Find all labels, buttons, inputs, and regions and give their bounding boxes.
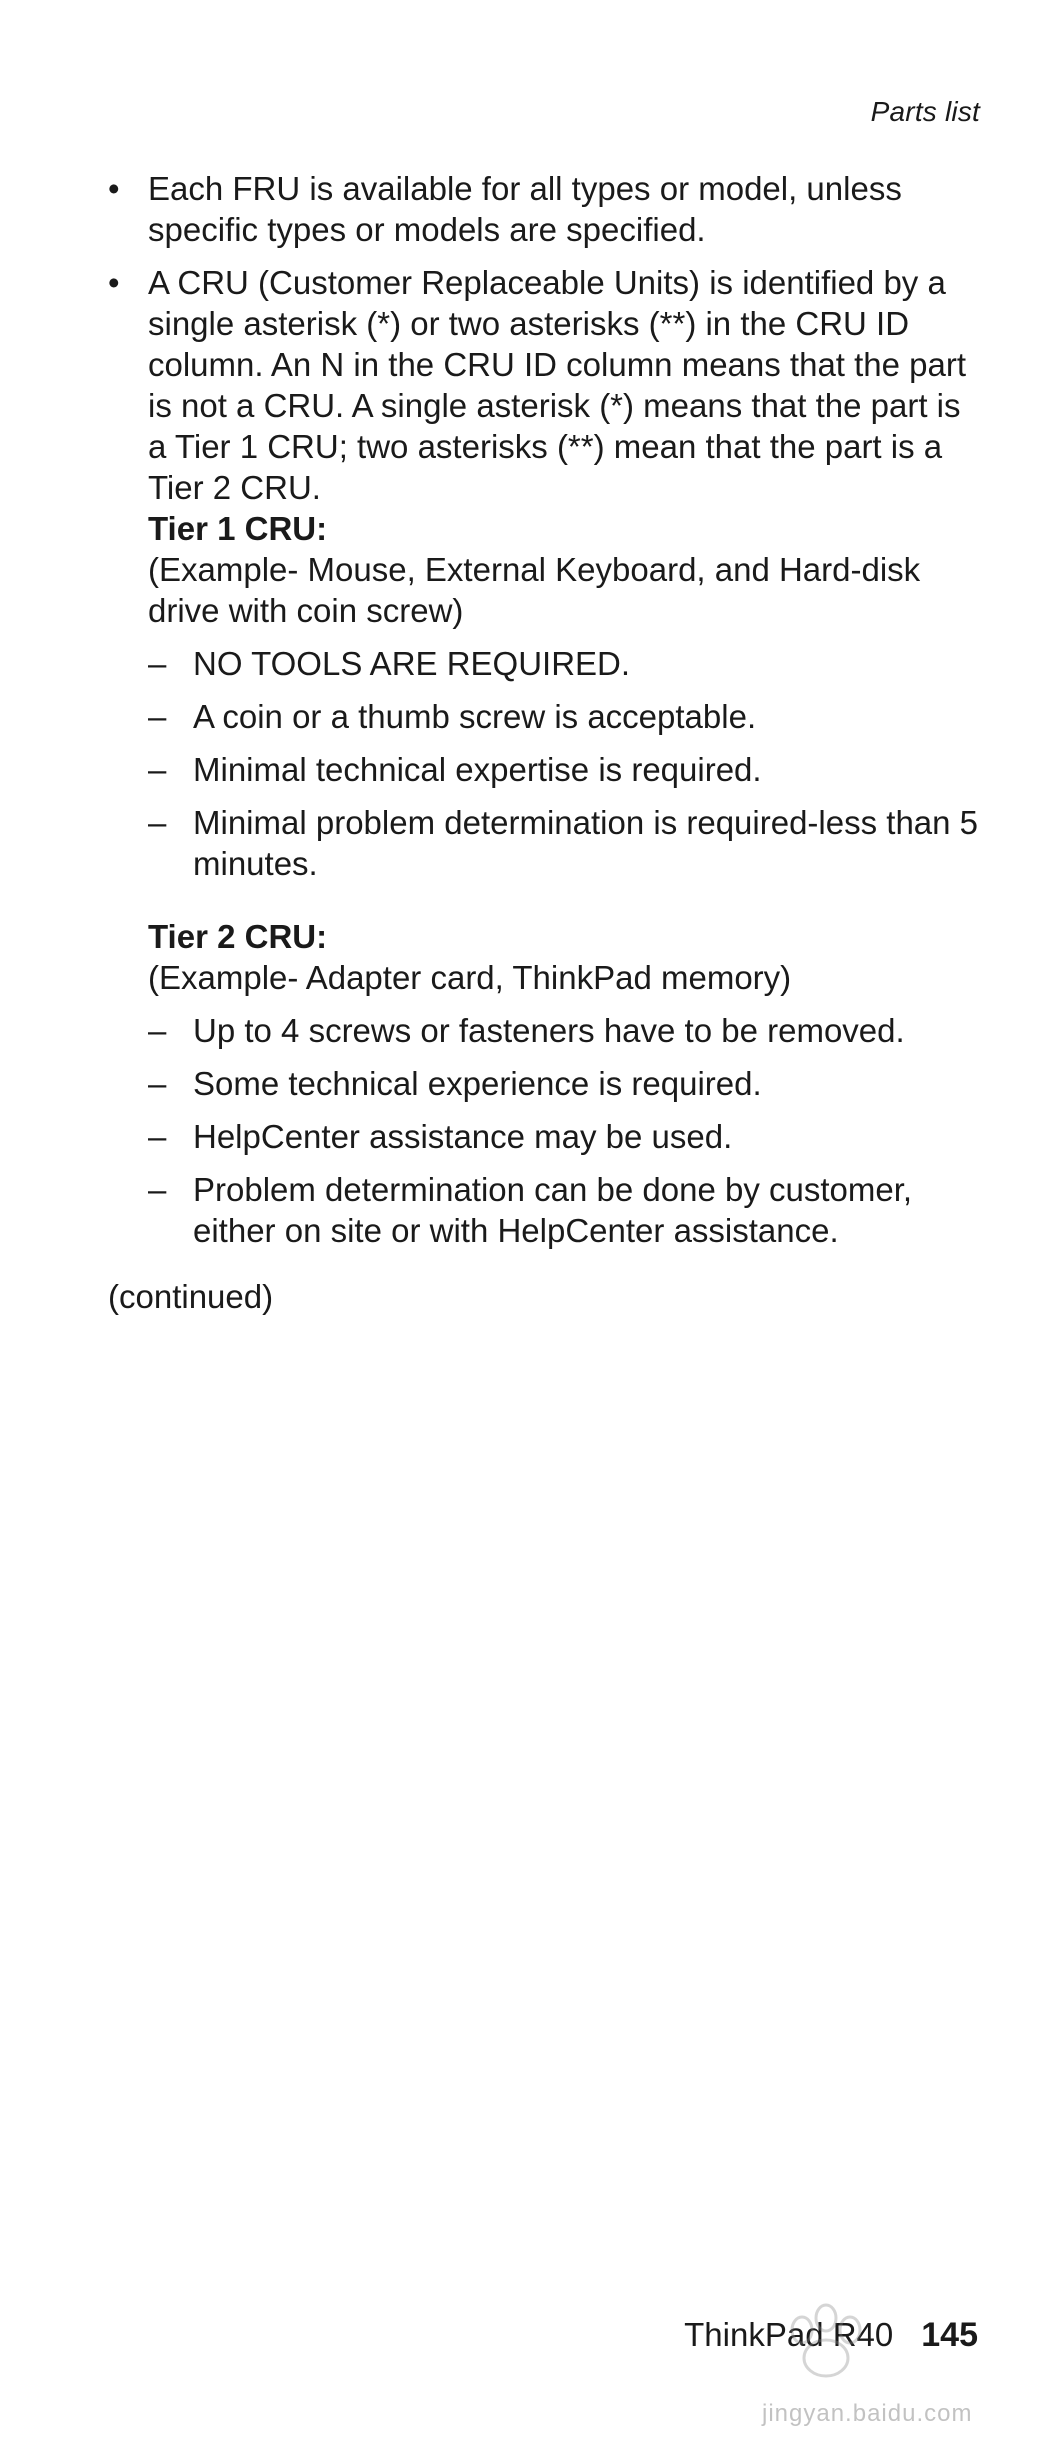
list-item bbox=[148, 802, 988, 884]
watermark-url: jingyan.baidu.com bbox=[762, 2400, 973, 2427]
tier2-item-text: HelpCenter assistance may be used. bbox=[193, 1118, 733, 1155]
continued-note: (continued) bbox=[108, 1278, 274, 1315]
tier1-heading: Tier 1 CRU: bbox=[148, 510, 328, 547]
tier1-example: (Example- Mouse, External Keyboard, and Hard-disk drive with coin screw) bbox=[148, 551, 921, 629]
tier2-list bbox=[148, 1010, 988, 1251]
bullet-text-cru: A CRU (Customer Replaceable Units) is identified by a single asterisk (*) or two asterisks (**) in the CRU ID column. An N in the CRU ID column means that the part is not a CRU. A single asterisk (*) means that the part is a Tier 1 CRU; two asterisks (**) mean that the part is a Tier 2 CRU. bbox=[148, 264, 967, 506]
list-item bbox=[148, 1116, 988, 1157]
dash-icon: – bbox=[148, 1118, 167, 1155]
dash-icon: – bbox=[148, 751, 167, 788]
tier2-block bbox=[148, 916, 988, 1251]
dash-icon: – bbox=[148, 1171, 167, 1208]
dash-icon: – bbox=[148, 1065, 167, 1102]
tier1-block bbox=[148, 508, 988, 884]
bullet-item-fru bbox=[108, 168, 988, 250]
tier1-list bbox=[148, 643, 988, 884]
bullet-text-fru: Each FRU is available for all types or model, unless specific types or models are specified. bbox=[148, 170, 902, 248]
list-item bbox=[148, 1169, 988, 1251]
tier1-item-text: A coin or a thumb screw is acceptable. bbox=[193, 698, 757, 735]
page-footer bbox=[684, 2316, 978, 2355]
dash-icon: – bbox=[148, 645, 167, 682]
tier2-item-text: Up to 4 screws or fasteners have to be removed. bbox=[193, 1012, 905, 1049]
bullet-icon: • bbox=[108, 264, 120, 301]
tier2-example: (Example- Adapter card, ThinkPad memory) bbox=[148, 959, 792, 996]
tier1-item-text: NO TOOLS ARE REQUIRED. bbox=[193, 645, 631, 682]
list-item bbox=[148, 1063, 988, 1104]
dash-icon: – bbox=[148, 1012, 167, 1049]
list-item bbox=[148, 1010, 988, 1051]
dash-icon: – bbox=[148, 698, 167, 735]
list-item bbox=[148, 696, 988, 737]
footer-page-number: 145 bbox=[921, 2316, 978, 2354]
tier2-heading: Tier 2 CRU: bbox=[148, 918, 328, 955]
bullet-list bbox=[108, 168, 988, 1251]
footer-product-name: ThinkPad R40 bbox=[684, 2316, 894, 2353]
tier1-item-text: Minimal technical expertise is required. bbox=[193, 751, 762, 788]
main-content bbox=[108, 168, 988, 1263]
tier2-item-text: Some technical experience is required. bbox=[193, 1065, 762, 1102]
dash-icon: – bbox=[148, 804, 167, 841]
tier1-item-text: Minimal problem determination is required-less than 5 minutes. bbox=[193, 804, 979, 882]
bullet-icon: • bbox=[108, 170, 120, 207]
bullet-item-cru bbox=[108, 262, 988, 1251]
list-item bbox=[148, 643, 988, 684]
page-header-section-title: Parts list bbox=[870, 96, 980, 127]
tier2-item-text: Problem determination can be done by customer, either on site or with HelpCenter assistance. bbox=[193, 1171, 913, 1249]
list-item bbox=[148, 749, 988, 790]
